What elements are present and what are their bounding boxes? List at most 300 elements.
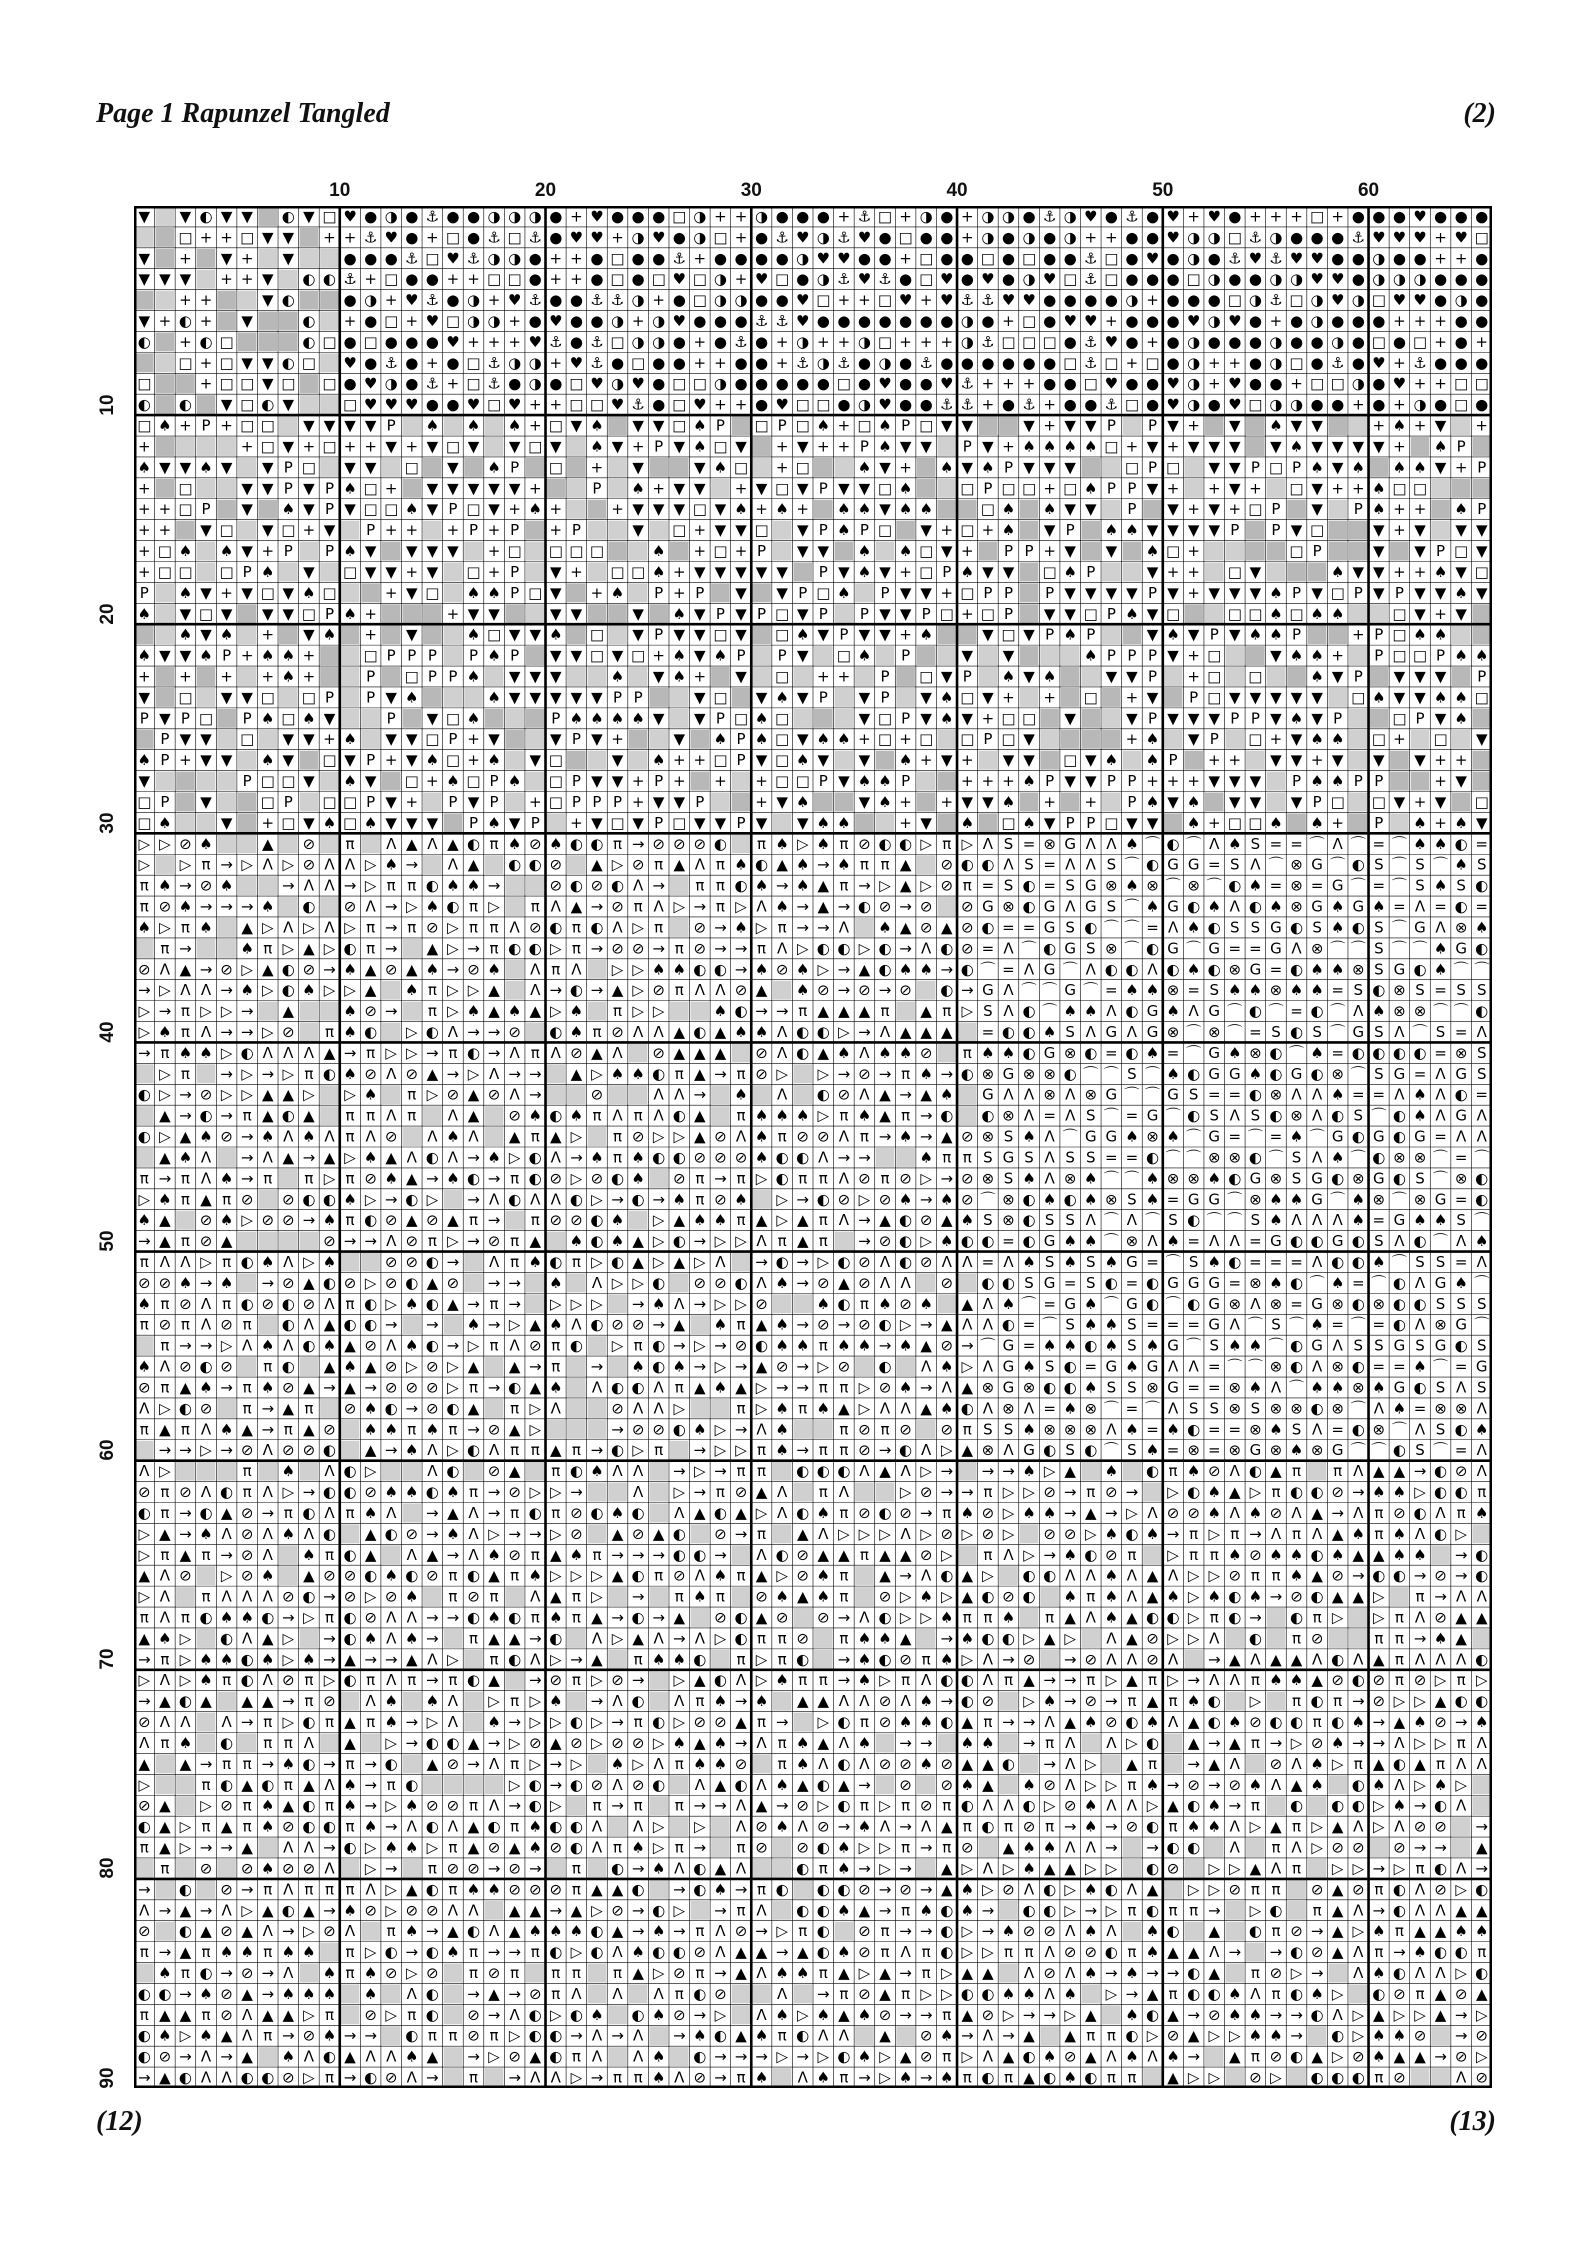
chart-symbol: ● — [1043, 291, 1056, 309]
chart-symbol: □ — [713, 688, 727, 706]
chart-symbol: ▲ — [529, 1316, 541, 1334]
chart-symbol: G — [982, 1086, 994, 1104]
chart-symbol: □ — [1043, 333, 1057, 351]
shaded-cell — [423, 1775, 442, 1794]
chart-symbol: + — [385, 521, 398, 539]
chart-symbol: Λ — [859, 1755, 870, 1773]
chart-symbol: P — [1415, 709, 1424, 727]
chart-symbol: P — [448, 668, 457, 686]
chart-symbol: Λ — [1435, 1504, 1446, 1522]
chart-symbol: ▲ — [962, 1295, 974, 1313]
chart-symbol: ◐ — [632, 1190, 645, 1208]
chart-symbol: = — [982, 1023, 995, 1041]
chart-symbol: ⊘ — [694, 939, 707, 957]
chart-symbol: ♠ — [940, 1190, 953, 1208]
chart-symbol: ▷ — [447, 1650, 459, 1668]
chart-symbol: ● — [1064, 396, 1077, 414]
chart-symbol: ♠ — [487, 584, 500, 602]
chart-symbol: ⊘ — [858, 1504, 871, 1522]
chart-symbol: → — [796, 918, 809, 936]
chart-symbol: ▷ — [818, 960, 830, 978]
chart-symbol: G — [1208, 1274, 1220, 1292]
chart-symbol: ◐ — [241, 1295, 254, 1313]
chart-symbol: ▲ — [756, 1211, 768, 1229]
chart-symbol: ♠ — [1043, 1692, 1056, 1710]
chart-symbol: ▷ — [1373, 1609, 1385, 1627]
chart-symbol: ♠ — [1166, 1588, 1179, 1606]
chart-symbol: ⊗ — [1455, 918, 1468, 936]
chart-symbol: = — [1043, 1399, 1056, 1417]
chart-symbol: □ — [919, 270, 933, 288]
shaded-cell — [197, 562, 216, 581]
chart-symbol: ⊗ — [1455, 1169, 1468, 1187]
chart-symbol: ▼ — [221, 814, 233, 832]
chart-symbol: ◐ — [467, 1567, 480, 1585]
chart-symbol: ♠ — [1290, 981, 1303, 999]
chart-symbol: ▼ — [838, 563, 850, 581]
chart-symbol: = — [1146, 1253, 1159, 1271]
chart-symbol: ● — [1208, 249, 1221, 267]
shaded-cell — [300, 249, 319, 268]
shaded-cell — [156, 249, 175, 268]
chart-symbol: ◑ — [714, 375, 727, 393]
chart-symbol: → — [1126, 1483, 1139, 1501]
chart-symbol: ● — [961, 249, 974, 267]
chart-symbol: ▲ — [159, 1420, 171, 1438]
chart-symbol: P — [284, 542, 293, 560]
chart-symbol: ● — [961, 270, 974, 288]
chart-symbol: ◐ — [1146, 1609, 1159, 1627]
chart-symbol: ⊘ — [961, 898, 974, 916]
shaded-cell — [1267, 562, 1286, 581]
chart-symbol: ● — [714, 249, 727, 267]
chart-symbol: π — [675, 1755, 684, 1773]
chart-symbol: ● — [549, 228, 562, 246]
chart-symbol: ◑ — [1187, 396, 1200, 414]
chart-symbol: ● — [1105, 291, 1118, 309]
shaded-cell — [217, 793, 236, 812]
chart-symbol: → — [138, 1044, 151, 1062]
chart-symbol: ◐ — [529, 1776, 542, 1794]
chart-symbol: ▷ — [673, 1399, 685, 1417]
chart-symbol: ♠ — [652, 1650, 665, 1668]
chart-symbol: ● — [920, 396, 933, 414]
chart-symbol: → — [961, 981, 974, 999]
shaded-cell — [629, 1043, 648, 1062]
chart-symbol: □ — [302, 605, 316, 623]
chart-symbol: ▼ — [1373, 563, 1385, 581]
chart-symbol: ⚓ — [1413, 354, 1426, 372]
shaded-cell — [937, 813, 956, 832]
chart-symbol: ◐ — [878, 1316, 891, 1334]
chart-symbol: G — [1332, 1232, 1344, 1250]
chart-symbol: ⊗ — [1002, 1107, 1015, 1125]
chart-symbol: ♠ — [1043, 1504, 1056, 1522]
chart-symbol: ⊗ — [982, 1065, 995, 1083]
chart-symbol: ◐ — [529, 856, 542, 874]
chart-symbol: ♠ — [1146, 1713, 1159, 1731]
chart-symbol: ▲ — [1373, 1546, 1385, 1564]
chart-symbol: G — [1352, 1023, 1364, 1041]
chart-symbol: ⊘ — [1249, 1713, 1262, 1731]
chart-symbol: ♠ — [261, 1337, 274, 1355]
chart-symbol: ♠ — [199, 835, 212, 853]
chart-symbol: Λ — [1312, 1211, 1323, 1229]
chart-symbol: ● — [652, 354, 665, 372]
chart-symbol: π — [716, 1483, 725, 1501]
chart-symbol: Λ — [1230, 1504, 1241, 1522]
chart-symbol: □ — [754, 417, 768, 435]
chart-symbol: Λ — [1127, 1567, 1138, 1585]
chart-symbol: Λ — [1456, 1128, 1467, 1146]
chart-symbol: ♠ — [138, 605, 151, 623]
chart-symbol: ◐ — [837, 1295, 850, 1313]
shaded-cell — [711, 583, 730, 602]
chart-symbol: ♥ — [529, 333, 542, 351]
chart-symbol: □ — [816, 291, 830, 309]
chart-symbol: ● — [837, 396, 850, 414]
chart-symbol: S — [1456, 1295, 1466, 1313]
chart-symbol: π — [346, 1755, 355, 1773]
chart-symbol: ♠ — [961, 1504, 974, 1522]
chart-symbol: ◑ — [1249, 291, 1262, 309]
chart-symbol: ♠ — [1187, 814, 1200, 832]
chart-symbol: ◐ — [1290, 1337, 1303, 1355]
chart-symbol: = — [1187, 1232, 1200, 1250]
chart-symbol: ◐ — [1434, 1483, 1447, 1501]
chart-symbol: + — [1208, 375, 1221, 393]
chart-symbol: → — [735, 1692, 748, 1710]
chart-symbol: ♠ — [858, 1734, 871, 1752]
chart-symbol: ◐ — [1455, 1483, 1468, 1501]
chart-symbol: ⊘ — [1290, 1588, 1303, 1606]
chart-symbol: Λ — [1312, 1107, 1323, 1125]
chart-symbol: π — [1189, 1546, 1198, 1564]
chart-symbol: ⊘ — [611, 1671, 624, 1689]
chart-symbol: π — [757, 1462, 766, 1480]
chart-symbol: = — [1434, 1128, 1447, 1146]
chart-symbol: ▷ — [139, 1525, 151, 1543]
chart-symbol: □ — [1228, 563, 1242, 581]
chart-symbol: ◐ — [323, 1274, 336, 1292]
chart-symbol: ⊘ — [652, 835, 665, 853]
shaded-cell — [958, 1106, 977, 1125]
chart-symbol: □ — [734, 709, 748, 727]
chart-symbol: ▼ — [941, 417, 953, 435]
chart-symbol: + — [323, 730, 336, 748]
chart-symbol: S — [1045, 1358, 1055, 1376]
chart-symbol: ⊘ — [858, 1420, 871, 1438]
chart-symbol: ♥ — [590, 228, 603, 246]
chart-symbol: □ — [158, 542, 172, 560]
chart-symbol: ▼ — [962, 458, 974, 476]
shaded-cell — [176, 1462, 195, 1481]
shaded-cell — [341, 1524, 360, 1543]
chart-symbol: ◐ — [220, 1483, 233, 1501]
chart-symbol: ▲ — [632, 1253, 644, 1271]
shaded-cell — [238, 1357, 257, 1376]
chart-symbol: ● — [1064, 333, 1077, 351]
shaded-cell — [1143, 1483, 1162, 1502]
chart-symbol: ▷ — [529, 1755, 541, 1773]
chart-symbol: π — [346, 1211, 355, 1229]
chart-symbol: + — [1414, 563, 1427, 581]
chart-symbol: ♠ — [1269, 1546, 1282, 1564]
chart-symbol: Λ — [1230, 898, 1241, 916]
chart-symbol: G — [1435, 1274, 1447, 1292]
chart-symbol: ♠ — [1125, 1420, 1138, 1438]
chart-symbol: ⊘ — [344, 1399, 357, 1417]
chart-symbol: ▷ — [838, 1525, 850, 1543]
chart-symbol: ◐ — [961, 1232, 974, 1250]
chart-symbol: ◐ — [1352, 856, 1365, 874]
chart-symbol: π — [613, 1002, 622, 1020]
chart-symbol: → — [303, 1483, 316, 1501]
chart-symbol: ⊘ — [550, 856, 563, 874]
chart-symbol: + — [570, 249, 583, 267]
shaded-cell — [1123, 625, 1142, 644]
chart-symbol: Λ — [1312, 1358, 1323, 1376]
chart-symbol: → — [508, 1274, 521, 1292]
chart-symbol: π — [160, 1734, 169, 1752]
chart-symbol: ♠ — [343, 772, 356, 790]
chart-symbol: ⊘ — [261, 1295, 274, 1313]
chart-symbol: ◐ — [1290, 960, 1303, 978]
chart-symbol: ▷ — [571, 1295, 583, 1313]
chart-symbol: Λ — [1003, 1546, 1014, 1564]
chart-symbol: ▲ — [468, 1107, 480, 1125]
chart-symbol: π — [736, 1107, 745, 1125]
chart-symbol: ◑ — [611, 375, 624, 393]
chart-symbol: ▲ — [427, 939, 439, 957]
chart-symbol: ▼ — [427, 814, 439, 832]
chart-symbol: = — [1455, 1253, 1468, 1271]
chart-symbol: ▲ — [303, 1378, 315, 1396]
chart-symbol: ◐ — [1022, 898, 1035, 916]
chart-symbol: ▷ — [1126, 1734, 1138, 1752]
chart-symbol: ♠ — [1310, 458, 1323, 476]
chart-symbol: ● — [1187, 291, 1200, 309]
chart-symbol: Λ — [510, 1044, 521, 1062]
chart-symbol: ⊘ — [899, 1295, 912, 1313]
chart-symbol: ◑ — [1455, 291, 1468, 309]
chart-symbol: + — [1434, 772, 1447, 790]
chart-symbol: ♥ — [405, 291, 418, 309]
chart-symbol: ♠ — [714, 1378, 727, 1396]
chart-symbol: ▷ — [324, 939, 336, 957]
chart-symbol: ⊘ — [303, 856, 316, 874]
shaded-cell — [382, 1085, 401, 1104]
chart-symbol: ▷ — [303, 1253, 315, 1271]
chart-symbol: ◐ — [1022, 1023, 1035, 1041]
chart-symbol: ♥ — [1331, 291, 1344, 309]
chart-symbol: □ — [1392, 626, 1406, 644]
chart-symbol: → — [796, 1378, 809, 1396]
chart-symbol: ⌒ — [1330, 939, 1345, 957]
chart-symbol: → — [1455, 1567, 1468, 1585]
chart-symbol: ▲ — [1352, 1588, 1364, 1606]
chart-symbol: ▲ — [962, 1713, 974, 1731]
chart-symbol: π — [407, 1086, 416, 1104]
chart-symbol: ♠ — [734, 1086, 747, 1104]
chart-symbol: ⊗ — [1064, 1169, 1077, 1187]
chart-symbol: ♠ — [446, 1525, 459, 1543]
chart-symbol: S — [1086, 1274, 1096, 1292]
shaded-cell — [608, 625, 627, 644]
chart-symbol: ● — [1002, 228, 1015, 246]
chart-symbol: ▼ — [283, 584, 295, 602]
chart-symbol: ▷ — [571, 1128, 583, 1146]
chart-symbol: ♠ — [858, 458, 871, 476]
chart-symbol: ♠ — [1352, 1713, 1365, 1731]
chart-symbol: π — [490, 1337, 499, 1355]
chart-symbol: ▲ — [344, 1734, 356, 1752]
chart-symbol: ▷ — [1208, 1567, 1220, 1585]
chart-symbol: Λ — [1291, 1211, 1302, 1229]
chart-symbol: ◐ — [940, 981, 953, 999]
chart-symbol: P — [963, 668, 972, 686]
chart-symbol: ♠ — [961, 1211, 974, 1229]
chart-symbol: ▼ — [920, 521, 932, 539]
shaded-cell — [197, 395, 216, 414]
chart-symbol: ♠ — [817, 814, 830, 832]
chart-symbol: ♥ — [1208, 207, 1221, 225]
chart-symbol: π — [1086, 1588, 1095, 1606]
chart-symbol: Λ — [1003, 1441, 1014, 1459]
chart-symbol: ◐ — [1249, 1148, 1262, 1166]
shaded-cell — [1164, 1754, 1183, 1773]
chart-symbol: ⊗ — [1146, 1378, 1159, 1396]
chart-symbol: ▲ — [550, 1734, 562, 1752]
chart-symbol: ◐ — [302, 1588, 315, 1606]
chart-symbol: ◑ — [714, 270, 727, 288]
chart-symbol: → — [1414, 1567, 1427, 1585]
chart-symbol: ◐ — [1290, 1358, 1303, 1376]
chart-symbol: ◐ — [590, 918, 603, 936]
chart-symbol: ♠ — [1290, 437, 1303, 455]
chart-symbol: ● — [446, 396, 459, 414]
chart-symbol: ◐ — [837, 1755, 850, 1773]
chart-symbol: ◐ — [755, 856, 768, 874]
chart-symbol: π — [860, 856, 869, 874]
chart-symbol: ◐ — [138, 1086, 151, 1104]
chart-symbol: ◐ — [1413, 1378, 1426, 1396]
chart-symbol: Λ — [1127, 1023, 1138, 1041]
shaded-cell — [258, 876, 277, 895]
chart-symbol: Λ — [839, 918, 850, 936]
chart-symbol: + — [982, 375, 995, 393]
chart-symbol: ◐ — [1434, 1525, 1447, 1543]
chart-symbol: + — [1475, 333, 1488, 351]
shaded-cell — [444, 688, 463, 707]
chart-symbol: → — [261, 1399, 274, 1417]
chart-symbol: ▲ — [159, 1211, 171, 1229]
chart-symbol: ♠ — [919, 500, 932, 518]
chart-symbol: Λ — [1477, 1462, 1488, 1480]
chart-symbol: ▷ — [715, 1441, 727, 1459]
chart-symbol: + — [652, 479, 665, 497]
chart-symbol: Λ — [942, 1253, 953, 1271]
chart-symbol: ⊘ — [673, 835, 686, 853]
chart-symbol: ⊘ — [1105, 1546, 1118, 1564]
chart-symbol: → — [796, 898, 809, 916]
chart-symbol: Λ — [242, 1588, 253, 1606]
chart-symbol: ⌒ — [1022, 939, 1037, 957]
chart-symbol: P — [1169, 751, 1178, 769]
chart-symbol: ▼ — [550, 730, 562, 748]
chart-symbol: Λ — [1312, 1086, 1323, 1104]
chart-symbol: □ — [1248, 396, 1262, 414]
chart-symbol: S — [1436, 1295, 1446, 1313]
chart-symbol: π — [551, 1358, 560, 1376]
chart-symbol: ◐ — [961, 1399, 974, 1417]
chart-symbol: ♥ — [1249, 249, 1262, 267]
chart-symbol: → — [467, 1148, 480, 1166]
chart-symbol: ♠ — [1228, 981, 1241, 999]
chart-symbol: Λ — [983, 1671, 994, 1689]
chart-symbol: ▲ — [550, 1128, 562, 1146]
chart-symbol: ● — [467, 228, 480, 246]
chart-symbol: ⊘ — [714, 1128, 727, 1146]
chart-symbol: ◐ — [323, 1483, 336, 1501]
chart-symbol: Λ — [160, 960, 171, 978]
shaded-cell — [814, 709, 833, 728]
chart-symbol: ⊘ — [817, 1316, 830, 1334]
chart-symbol: ♠ — [1434, 960, 1447, 978]
chart-symbol: π — [222, 1295, 231, 1313]
chart-symbol: ▲ — [673, 1609, 685, 1627]
chart-symbol: → — [282, 1609, 295, 1627]
chart-symbol: ▲ — [365, 960, 377, 978]
chart-symbol: ♠ — [1105, 1253, 1118, 1271]
shaded-cell — [156, 1754, 175, 1773]
chart-symbol: ♠ — [343, 960, 356, 978]
chart-symbol: ◐ — [1125, 960, 1138, 978]
chart-symbol: ⚓ — [734, 333, 747, 351]
shaded-cell — [279, 312, 298, 331]
chart-symbol: ⊗ — [1249, 1044, 1262, 1062]
chart-symbol: π — [531, 1441, 540, 1459]
chart-symbol: ⊘ — [550, 1211, 563, 1229]
chart-symbol: π — [819, 1378, 828, 1396]
chart-symbol: ◐ — [1311, 1399, 1324, 1417]
shaded-cell — [732, 1545, 751, 1564]
chart-symbol: ◐ — [343, 1629, 356, 1647]
chart-symbol: ▷ — [180, 1671, 192, 1689]
chart-symbol: + — [364, 605, 377, 623]
shaded-cell — [547, 1064, 566, 1083]
chart-symbol: ⊘ — [159, 898, 172, 916]
chart-symbol: ▷ — [756, 1671, 768, 1689]
chart-symbol: + — [899, 730, 912, 748]
chart-symbol: ⊘ — [241, 1525, 254, 1543]
chart-symbol: ▼ — [427, 542, 439, 560]
chart-symbol: + — [1393, 437, 1406, 455]
shaded-cell — [300, 1002, 319, 1021]
chart-symbol: ♠ — [1352, 1190, 1365, 1208]
chart-symbol: P — [1374, 772, 1383, 790]
chart-symbol: → — [241, 1169, 254, 1187]
chart-symbol: ♥ — [693, 396, 706, 414]
chart-symbol: π — [222, 1190, 231, 1208]
chart-symbol: P — [160, 793, 169, 811]
chart-symbol: ♠ — [1125, 521, 1138, 539]
chart-symbol: ▼ — [1270, 751, 1282, 769]
shaded-cell — [300, 374, 319, 393]
chart-symbol: □ — [1001, 814, 1015, 832]
chart-symbol: ▲ — [1373, 1755, 1385, 1773]
chart-symbol: Λ — [551, 1044, 562, 1062]
